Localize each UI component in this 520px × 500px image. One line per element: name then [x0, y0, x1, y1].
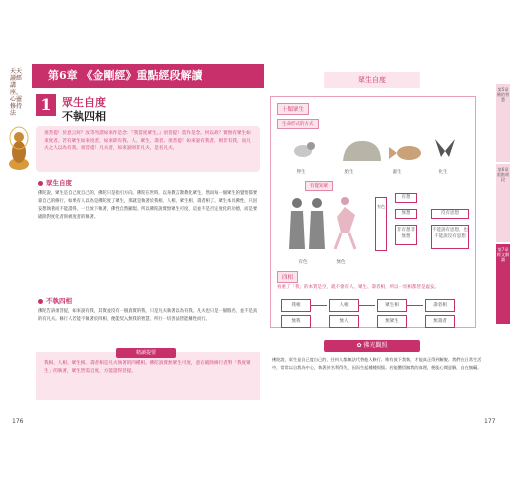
page-number-left: 176 — [12, 418, 24, 425]
tag-ten-beings: 十類眾生 — [277, 103, 309, 115]
chapter-title: 第6章 《金剛經》重點經段解讀 — [32, 64, 264, 88]
box-neither: 非有想非無想 — [395, 225, 417, 245]
caption-formless: 無色 — [336, 260, 346, 265]
flow-node-no-lifespan: 無壽者 — [425, 315, 455, 328]
caption-transformation-born: 化生 — [438, 170, 448, 175]
quote-box — [36, 126, 260, 172]
box-without-thought: 沒有思想 — [431, 209, 469, 219]
caption-oviparous: 卵生 — [296, 170, 306, 175]
page-number-right: 177 — [484, 418, 496, 425]
lotus-icon: ✿ — [356, 342, 364, 349]
caption-moisture-born: 濕生 — [392, 170, 402, 175]
subhead-four-marks: 不執四相 — [38, 296, 72, 305]
fish-icon — [389, 146, 421, 160]
beings-diagram — [270, 96, 476, 328]
flow-node-no-beings: 無眾生 — [377, 315, 407, 328]
bird-icon — [294, 142, 315, 157]
side-title: 天天讀經講座，心靈修持法 — [10, 68, 23, 117]
paragraph-self-salvation: 佛陀說，眾生是自己度自己的，佛陀只是指引方向。佛陀在世時，以身教言教教化眾生，然而每一個眾生的覺悟都要靠自己的修行。如果有人以為是佛陀度了眾生，那就是執著於我相、人相、眾生相、壽者相了。眾生本具佛性，只因妄想執著而不能證得，一旦放下執著，佛性自然顯現。所以佛陀說實無眾生可度，這並不是否定度化的功德，而是要破除對度化者與被度者的執著。 — [38, 191, 258, 220]
section-subtitle: 不執四相 — [62, 110, 106, 123]
flow-node-self: 我相 — [281, 299, 311, 312]
right-page-header: 眾生自度 — [324, 72, 420, 88]
subhead-self-salvation: 眾生自度 — [38, 178, 72, 187]
highlight-box — [36, 352, 260, 400]
butterfly-icon — [435, 139, 455, 157]
edge-tab-ch7[interactable]: 第7章 經文解讀 — [496, 244, 510, 324]
edge-tab-ch6[interactable]: 第6章 重點經段 — [496, 164, 510, 242]
caption-form: 有色 — [298, 260, 308, 265]
box-no-thought: 無想 — [395, 209, 417, 219]
figures-illustration — [283, 193, 363, 253]
flow-note: 看重了「我」的本質是空，就不會有人、眾生、壽者相，所以一切相都皆是虛妄。 — [277, 285, 439, 290]
flow-arrow — [311, 305, 327, 306]
box-ambiguous: 不能說有思想，也不能說沒有思想 — [431, 225, 469, 249]
tag-sentient: 有覺知眾 — [305, 181, 333, 191]
insight-banner — [324, 340, 420, 352]
highlight-head: 精讀提要 — [116, 348, 176, 358]
monk-figure-icon — [309, 198, 325, 249]
tag-four-marks: 四相 — [277, 271, 298, 283]
paragraph-four-marks: 佛陀告訴須菩提，如來說有我，其實並沒有一個真實的我，只是凡夫執著以為有我。凡夫也只是一個假名，並不是真的有凡夫。修行人若能不執著於四相，便能契入無我的智慧，所行一切善法皆能稱性而行。 — [38, 309, 258, 322]
flow-node-no-self: 無我 — [281, 315, 311, 328]
caption-viviparous: 胎生 — [344, 170, 354, 175]
insight-title: 佛光觀照 — [363, 342, 388, 349]
highlight-text: 我相、人相、眾生相、壽者相是凡夫執著的四種相。佛陀說實無眾生可度，意在破除修行者對「我度眾生」的執著，眾生皆需自度，方能證得菩提。 — [44, 361, 251, 374]
elephant-icon — [343, 141, 381, 161]
closing-text: 佛陀說，眾生是自己度自己的，任何人都無法代替他人修行。唯有放下我執，才能真正得到解脫。我們在日常生活中，常常以自我為中心，執著於名利得失，因而生起種種煩惱。若能體悟無我的真理，便能心開意解，自在無礙。 — [272, 357, 482, 370]
flow-node-lifespan: 壽者相 — [425, 299, 455, 312]
dancing-figure-icon — [335, 197, 355, 249]
monk-figure-icon — [289, 198, 305, 249]
flow-arrow — [407, 305, 423, 306]
tag-life-forms: 生命形式的方式 — [277, 119, 319, 129]
section-title: 眾生自度 — [62, 96, 106, 109]
animals-illustration — [285, 131, 465, 167]
right-page — [264, 64, 510, 425]
bracket-box: 有色 — [375, 197, 387, 251]
left-page — [10, 64, 264, 425]
box-thought: 有想 — [395, 193, 417, 203]
section-number: 1 — [36, 94, 56, 116]
flow-arrow — [359, 305, 375, 306]
buddha-icon — [8, 124, 30, 172]
flow-node-beings: 眾生相 — [377, 299, 407, 312]
edge-tab-ch5[interactable]: 第5章 佛的智慧 — [496, 84, 510, 162]
quote-text: 須菩提！於意云何？汝等勿謂如來作是念：『我當度眾生。』須菩提！莫作是念。何以故？實無有眾生如來度者。若有眾生如來度者，如來即有我、人、眾生、壽者。須菩提！如來說有我者，則非有我，而凡夫之人以為有我。須菩提！凡夫者，如來說則非凡夫，是名凡夫。 — [44, 131, 251, 151]
flow-node-no-person: 無人 — [329, 315, 359, 328]
flow-node-person: 人相 — [329, 299, 359, 312]
